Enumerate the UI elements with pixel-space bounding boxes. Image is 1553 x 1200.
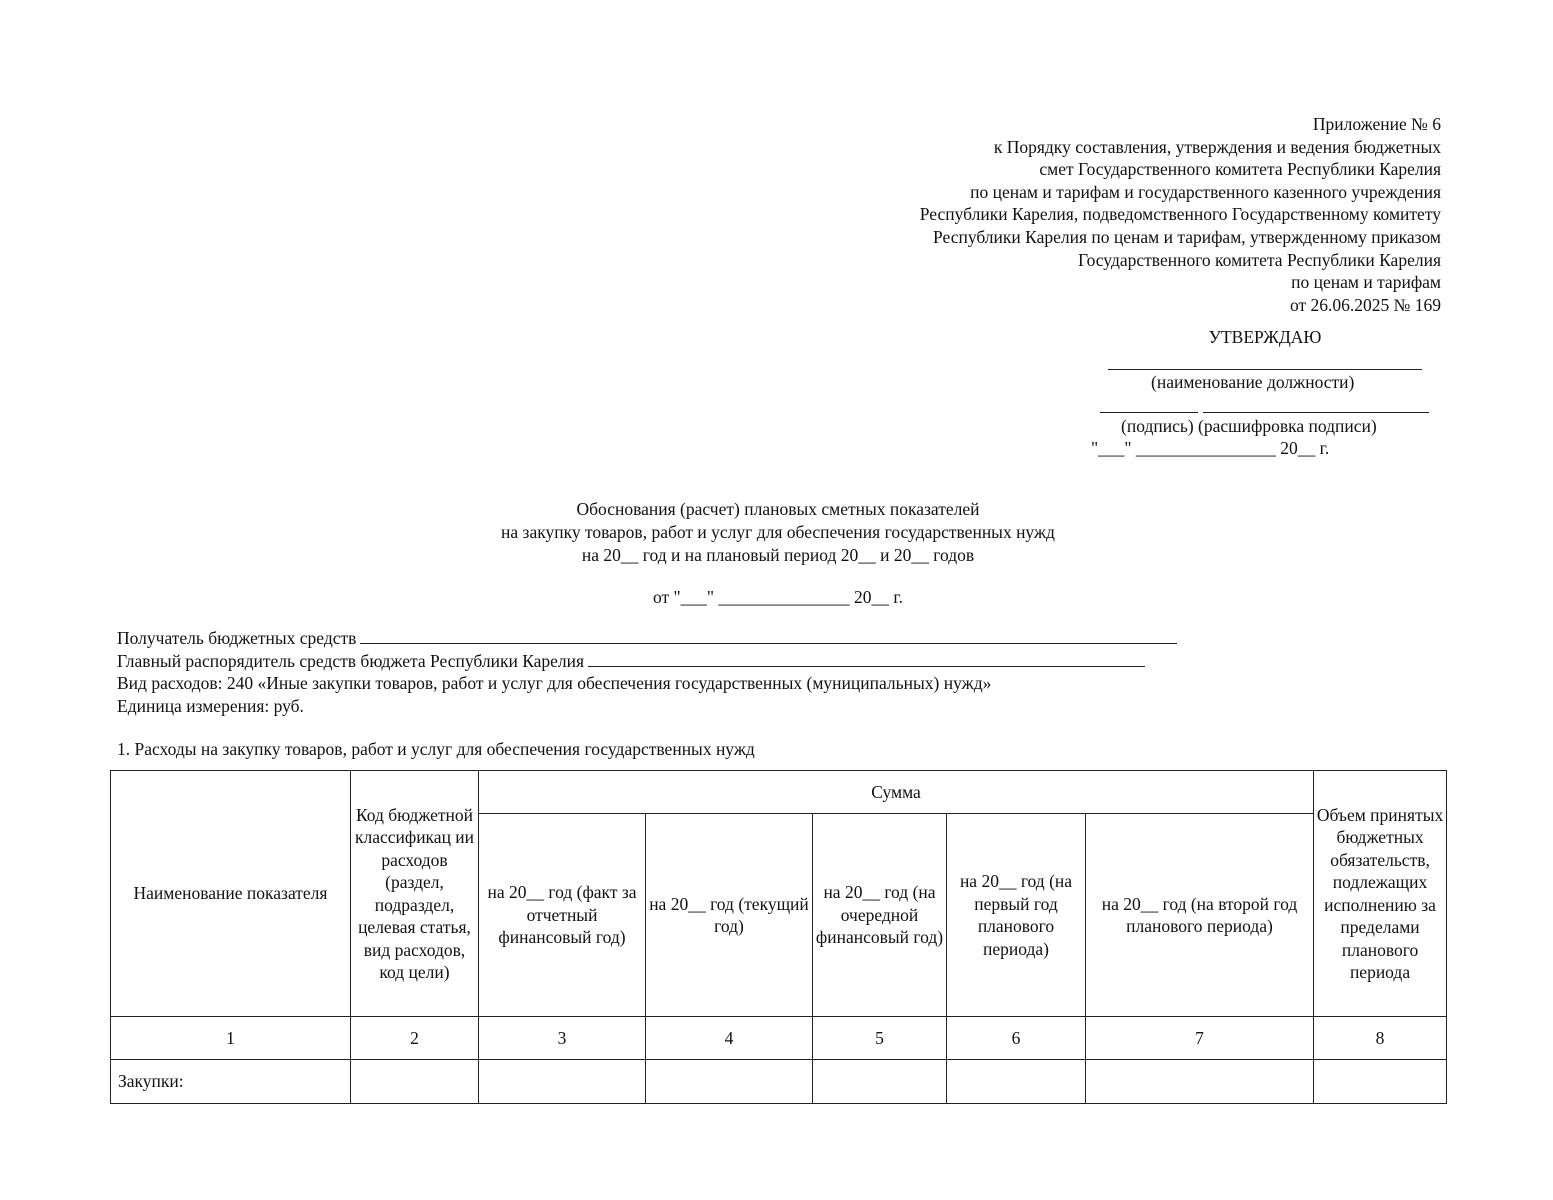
title-line: Обоснования (расчет) плановых сметных показателей — [576, 499, 980, 519]
section-title: 1. Расходы на закупку товаров, работ и услуг для обеспечения государственных нужд — [117, 739, 755, 759]
signature-decoding-blank-line — [1203, 412, 1429, 413]
table-cell[interactable] — [1086, 1060, 1314, 1104]
annex-line: Республики Карелия по ценам и тарифам, утвержденному приказом — [932, 226, 1441, 247]
column-number: 5 — [813, 1017, 947, 1060]
recipient-row — [117, 627, 1257, 650]
recipient-label: Получатель бюджетных средств — [117, 628, 357, 648]
annex-line: к Порядку составления, утверждения и ведения бюджетных — [993, 136, 1441, 157]
column-number: 2 — [351, 1017, 479, 1060]
header-row-top — [111, 771, 1447, 814]
column-number: 1 — [111, 1017, 351, 1060]
signature-blank-line — [1100, 412, 1198, 413]
header-code: Код бюджетной классификац ии расходов (раздел, подраздел, целевая статья, вид расходов, код цели) — [351, 771, 479, 1017]
expenses-table — [110, 770, 1447, 1104]
annex-line: Государственного комитета Республики Карелия — [1078, 249, 1441, 270]
title-line: на закупку товаров, работ и услуг для обеспечения государственных нужд — [501, 521, 1055, 542]
annex-line: смет Государственного комитета Республики Карелия — [1039, 159, 1441, 180]
approval-date-line: "___" ________________ 20__ г. — [1091, 438, 1330, 458]
header-col7: на 20__ год (на второй год планового периода) — [1086, 814, 1314, 1017]
column-number: 6 — [947, 1017, 1086, 1060]
annex-line: Приложение № 6 — [1312, 114, 1441, 134]
manager-blank-line — [588, 650, 1145, 667]
manager-row — [117, 650, 1257, 673]
annex-line: по ценам и тарифам — [1291, 272, 1441, 293]
header-col3: на 20__ год (факт за отчетный финансовый год) — [479, 814, 646, 1017]
document-title — [300, 498, 1256, 566]
column-number: 3 — [479, 1017, 646, 1060]
header-col5: на 20__ год (на очередной финансовый год) — [813, 814, 947, 1017]
unit-of-measure: Единица измерения: руб. — [117, 696, 304, 717]
table-cell[interactable] — [947, 1060, 1086, 1104]
table-cell[interactable] — [813, 1060, 947, 1104]
document-date: от "___" _______________ 20__ г. — [652, 587, 904, 607]
annex-line: от 26.06.2025 № 169 — [1290, 294, 1441, 315]
title-line: на 20__ год и на плановый период 20__ и 20__ годов — [581, 544, 975, 565]
column-number: 8 — [1314, 1017, 1447, 1060]
approval-heading: УТВЕРЖДАЮ — [1208, 327, 1322, 347]
header-sum: Сумма — [479, 771, 1314, 814]
header-obligations: Объем принятых бюджетных обязательств, подлежащих исполнению за пределами планового периода — [1314, 771, 1447, 1017]
column-number: 4 — [646, 1017, 813, 1060]
header-col4: на 20__ год (текущий год) — [646, 814, 813, 1017]
header-name: Наименование показателя — [111, 771, 351, 1017]
expense-type: Вид расходов: 240 «Иные закупки товаров, работ и услуг для обеспечения государственных (муниципальных) нужд» — [117, 673, 992, 694]
position-caption: (наименование должности) — [1151, 372, 1355, 392]
recipient-blank-line — [360, 627, 1177, 644]
manager-label: Главный распорядитель средств бюджета Республики Карелия — [117, 650, 585, 671]
document-meta — [117, 627, 1257, 718]
annex-header — [781, 113, 1441, 316]
table-cell[interactable] — [351, 1060, 479, 1104]
row-name: Закупки: — [111, 1060, 351, 1104]
table-row — [111, 1060, 1447, 1104]
header-col6: на 20__ год (на первый год планового периода) — [947, 814, 1086, 1017]
column-number: 7 — [1086, 1017, 1314, 1060]
table-cell[interactable] — [479, 1060, 646, 1104]
table-cell[interactable] — [1314, 1060, 1447, 1104]
column-numbers-row — [111, 1017, 1447, 1060]
annex-line: Республики Карелия, подведомственного Государственному комитету — [919, 204, 1441, 225]
table-cell[interactable] — [646, 1060, 813, 1104]
position-blank-line — [1108, 369, 1422, 370]
signature-caption: (подпись) (расшифровка подписи) — [1121, 416, 1377, 436]
annex-line: по ценам и тарифам и государственного казенного учреждения — [970, 181, 1441, 202]
